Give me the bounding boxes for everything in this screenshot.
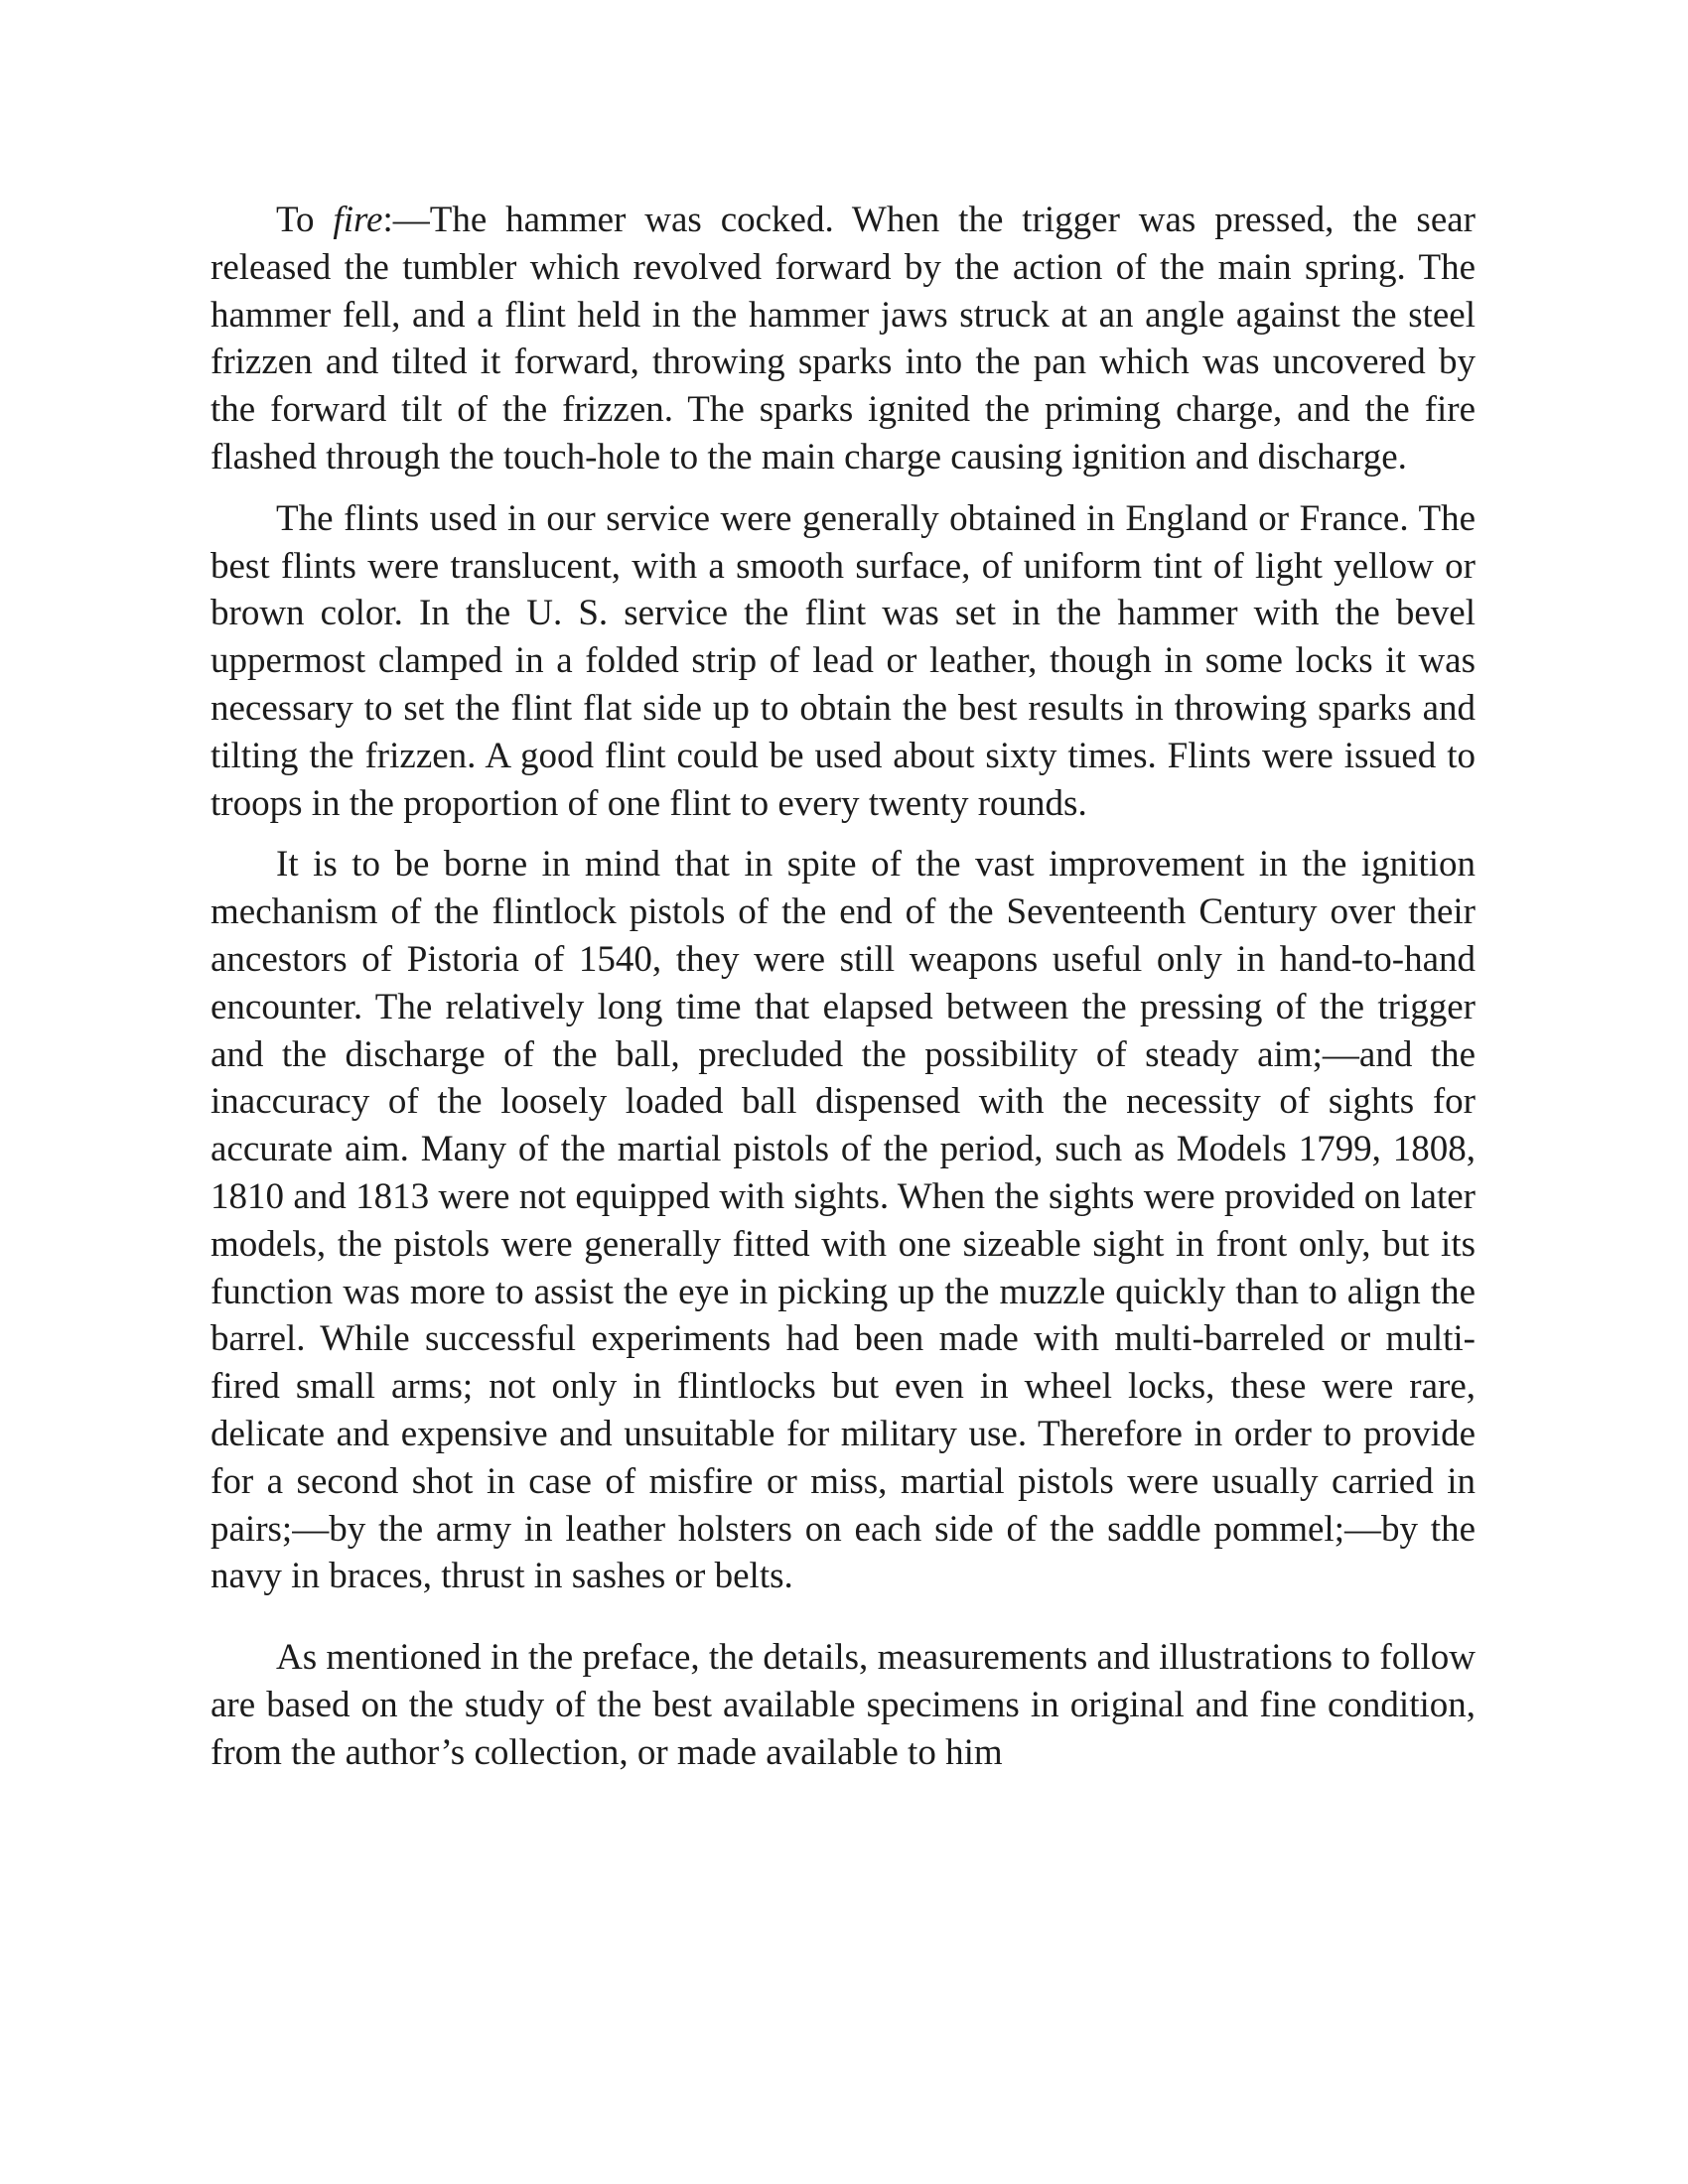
document-page bbox=[211, 197, 1476, 1791]
paragraph-text: :—The hammer was cocked. When the trigger was pressed, the sear released the tumbler which revolved forward by the action of the main spring. The hammer fell, and a flint held in the hammer jaws struck at an angle against the steel frizzen and tilted it forward, throwing sparks into the pan which was uncovered by the forward tilt of the frizzen. The sparks ignited the priming charge, and the fire flashed through the touch-hole to the main charge causing ignition and discharge. bbox=[211, 200, 1476, 478]
paragraph-preface-note: As mentioned in the preface, the details, measurements and illustrations to follow are based on the study of the best available specimens in original and fine condition, from the author’s collection, or made available to him bbox=[211, 1637, 1476, 1773]
paragraph-flints: The flints used in our service were generally obtained in England or France. The best flints were translucent, with a smooth surface, of uniform tint of light yellow or brown color. In the U. S. service the flint was set in the hammer with the bevel uppermost clamped in a folded strip of lead or leather, though in some locks it was necessary to set the flint flat side up to obtain the best results in throwing sparks and tilting the frizzen. A good flint could be used about sixty times. Flints were issued to troops in the proportion of one flint to every twenty rounds. bbox=[211, 497, 1476, 824]
paragraph-lead: To bbox=[276, 200, 334, 240]
emphasis-word: fire bbox=[333, 200, 383, 240]
paragraph-firing bbox=[211, 197, 1476, 481]
paragraph-ignition: It is to be borne in mind that in spite of the vast improvement in the ignition mechanism of the flintlock pistols of the end of the Seventeenth Century over their ancestors of Pistoria of 1540, they were still weapons useful only in hand-to-hand encounter. The relatively long time that elapsed between the pressing of the trigger and the discharge of the ball, precluded the possibility of steady aim;—and the inaccuracy of the loosely loaded ball dispensed with the necessity of sights for accurate aim. Many of the martial pistols of the period, such as Models 1799, 1808, 1810 and 1813 were not equipped with sights. When the sights were provided on later models, the pistols were generally fitted with one sizeable sight in front only, but its function was more to assist the eye in picking up the muzzle quickly than to align the barrel. While successful experiments had been made with multi-barreled or multi-fired small arms; not only in flintlocks but even in wheel locks, these were rare, delicate and expensive and unsuitable for military use. Therefore in order to provide for a second shot in case of misfire or miss, martial pistols were usually carried in pairs;—by the army in leather holsters on each side of the saddle pommel;—by the navy in braces, thrust in sashes or belts. bbox=[211, 844, 1476, 1597]
